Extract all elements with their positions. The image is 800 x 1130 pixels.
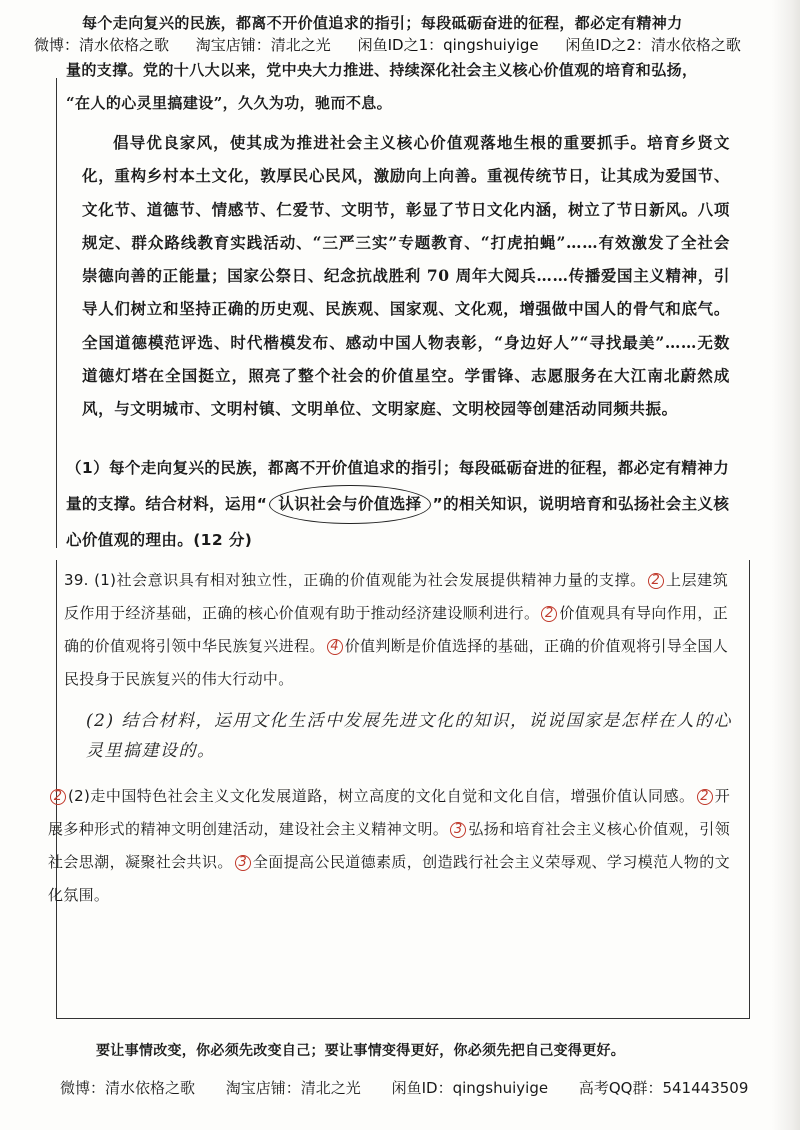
score-mark: 3 — [235, 855, 251, 871]
bottom-watermark — [60, 1077, 774, 1098]
footer-motto: 要让事情改变，你必须先改变自己；要让事情变得更好，你必须先把自己变得更好。 — [96, 1043, 626, 1059]
material-text: 倡导优良家风，使其成为推进社会主义核心价值观落地生根的重要抓手。培育乡贤文化，重构乡村本土文化，敦厚民心民风，激励向上向善。重视传统节日，让其成为爱国节、文化节、道德节、情感节、仁爱节、文明节，彰显了节日文化内涵，树立了节日新风。八项规定、群众路线教育实践活动、“三严三实”专题教育、“打虎拍蝇”……有效激发了全社会崇德向善的正能量；国家公祭日、纪念抗战胜利 70 周年大阅兵……传播爱国主义精神，引导人们树立和坚持正确的历史观、民族观、国家观、文化观，增强做中国人的骨气和底气。全国道德模范评选、时代楷模发布、感动中国人物表彰，“身边好人”“寻找最美”……无数道德灯塔在全国挺立，照亮了整个社会的价值星空。学雷锋、志愿服务在大江南北蔚然成风，与文明城市、文明村镇、文明单位、文明家庭、文明校园等创建活动同频共振。 — [82, 133, 730, 419]
score-mark: 3 — [450, 822, 466, 838]
question-1 — [66, 452, 734, 557]
answer1-sentence-3: 价值观具有导向作用，正确的价值观将引领中华民族复兴进程。 — [64, 604, 728, 655]
answer-1 — [64, 564, 728, 696]
score-mark: 2 — [648, 573, 664, 589]
score-mark: 2 — [50, 789, 66, 805]
watermark-taobao: 淘宝店铺：清北之光 — [195, 36, 331, 54]
question-prefix: （1）每个走向复兴的民族，都离不开价值追求的指引；每段砥砺奋进的征程，都必定有精神力量的支撑。结合材料，运用“ — [66, 459, 730, 513]
footer-weibo: 微博：清水依格之歌 — [60, 1079, 196, 1097]
footer-taobao: 淘宝店铺：清北之光 — [225, 1079, 361, 1097]
answer1-sentence-1: 39. (1)社会意识具有相对独立性，正确的价值观能为社会发展提供精神力量的支撑。 — [64, 571, 646, 589]
answer2-sentence-1: (2)走中国特色社会主义文化发展道路，树立高度的文化自觉和文化自信，增强价值认同感。 — [68, 787, 695, 805]
answer2-sentence-4: 全面提高公民道德素质，创造践行社会主义荣辱观、学习模范人物的文化氛围。 — [48, 853, 730, 904]
footer-xianyu: 闲鱼ID：qingshuiyige — [391, 1079, 549, 1097]
answer-2 — [48, 780, 730, 912]
watermark-weibo: 微博：清水依格之歌 — [34, 36, 170, 54]
question-suffix: ”的相关知识，说明培育和弘扬社会主义核心价值观的理由。(12 分) — [66, 495, 730, 549]
header-line-2: 量的支撑。党的十八大以来，党中央大力推进、持续深化社会主义核心价值观的培育和弘扬， — [66, 61, 698, 79]
top-watermark — [34, 34, 763, 55]
score-mark: 2 — [697, 789, 713, 805]
score-mark: 2 — [541, 606, 557, 622]
watermark-xianyu-2: 闲鱼ID之2：清水依格之歌 — [565, 36, 741, 54]
handwritten-question-2: (2) 结合材料，运用文化生活中发展先进文化的知识，说说国家是怎样在人的心灵里搞建设的。 — [86, 711, 732, 761]
footer-qq: 高考QQ群：541443509 — [578, 1079, 749, 1097]
answer1-sentence-4: 价值判断是价值选择的基础，正确的价值观将引导全国人民投身于民族复兴的伟大行动中。 — [64, 637, 728, 688]
watermark-xianyu-1: 闲鱼ID之1：qingshuiyige — [357, 36, 539, 54]
header-line-3: “在人的心灵里搞建设”，久久为功，驰而不息。 — [66, 94, 393, 112]
material-paragraph — [82, 126, 730, 426]
answer2-sentence-3: 弘扬和培育社会主义核心价值观，引领社会思潮，凝聚社会共识。 — [48, 820, 730, 871]
answer1-sentence-2: 上层建筑反作用于经济基础，正确的核心价值观有助于推动经济建设顺利进行。 — [64, 571, 728, 622]
score-mark: 4 — [327, 639, 343, 655]
scan-edge — [772, 0, 800, 1130]
header-line-1: 每个走向复兴的民族，都离不开价值追求的指引；每段砥砺奋进的征程，都必定有精神力 — [82, 14, 683, 32]
answer2-sentence-2: 开展多种形式的精神文明创建活动，建设社会主义精神文明。 — [48, 787, 730, 838]
question-circled-term: 认识社会与价值选择 — [269, 485, 430, 524]
